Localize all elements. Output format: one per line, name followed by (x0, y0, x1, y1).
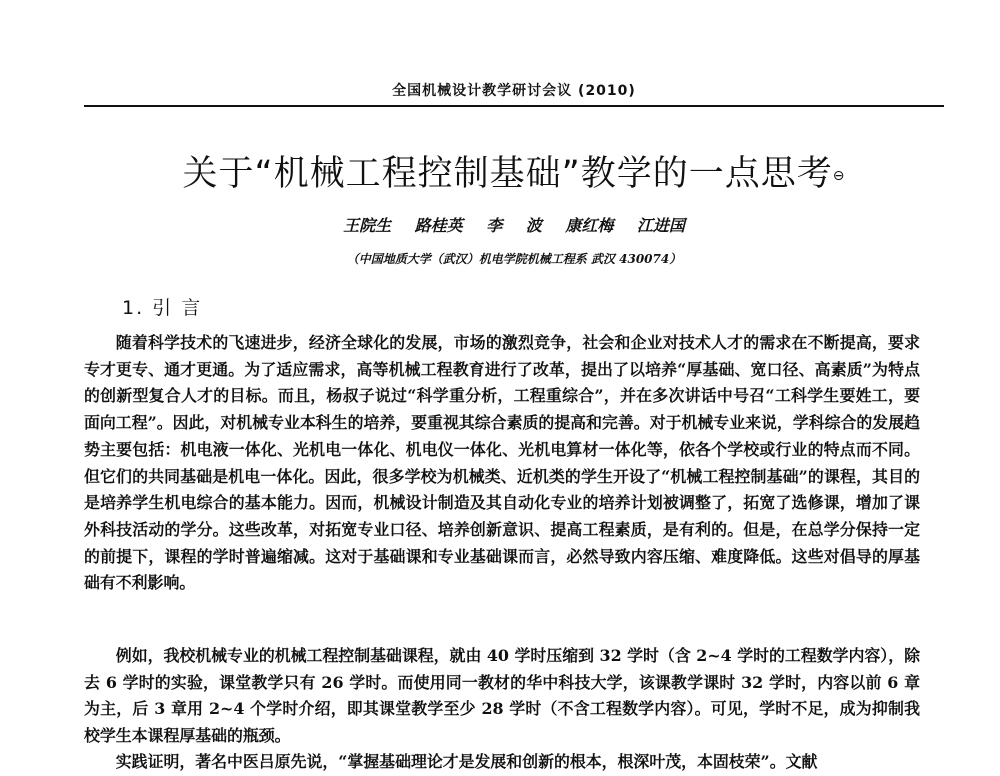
body-paragraph-1: 随着科学技术的飞速进步，经济全球化的发展，市场的激烈竞争，社会和企业对技术人才的需求在不断提高，要求专才更专、通才更通。为了适应需求，高等机械工程教育进行了改革，提出了以培养“厚基础、宽口径、高素质”为特点的创新型复合人才的目标。而且，杨叔子说过“科学重分析，工程重综合”，并在多次讲话中号召“工科学生要姓工，要面向工程”。因此，对机械专业本科生的培养，要重视其综合素质的提高和完善。对于机械专业来说，学科综合的发展趋势主要包括：机电液一体化、光机电一体化、机电仪一体化、光机电算材一体化等，依各个学校或行业的特点而不同。但它们的共同基础是机电一体化。因此，很多学校为机械类、近机类的学生开设了“机械工程控制基础”的课程，其目的是培养学生机电综合的基本能力。因而，机械设计制造及其自动化专业的培养计划被调整了，拓宽了选修课，增加了课外科技活动的学分。这些改革，对拓宽专业口径、培养创新意识、提高工程素质，是有利的。但是，在总学分保持一定的前提下，课程的学时普遍缩减。这对于基础课和专业基础课而言，必然导致内容压缩、难度降低。这些对倡导的厚基础有不利影响。 (84, 333, 920, 593)
running-header: 全国机械设计教学研讨会议 (2010) (392, 83, 636, 99)
affiliation: （中国地质大学（武汉）机电学院机械工程系 武汉 430074） (346, 252, 682, 266)
section-heading-introduction: 1. 引 言 (122, 297, 203, 319)
paper-title-text: 关于“机械工程控制基础”教学的一点思考 (182, 154, 833, 194)
body-paragraph-2: 例如，我校机械专业的机械工程控制基础课程，就由 40 学时压缩到 32 学时（含 2~4 学时的工程数学内容），除去 6 学时的实验，课堂教学只有 26 学时。而使用同一教材的华中科技大学，该课教学课时 32 学时，内容以前 6 章为主，后 3 章用 2~4 个学时介绍，即其课堂教学至少 28 学时（不含工程数学内容）。可见，学时不足，成为抑制我校学生本课程厚基础的瓶颈。 (84, 646, 920, 746)
header-rule (84, 105, 944, 107)
body-paragraph-3: 实践证明，著名中医吕原先说，“掌握基础理论才是发展和创新的根本，根深叶茂，本固枝荣”。文献 (115, 752, 818, 771)
paper-title (84, 152, 944, 196)
author-list: 王院生 路桂英 李 波 康红梅 江进国 (343, 216, 685, 235)
title-footnote-mark: ⊖ (832, 168, 846, 184)
